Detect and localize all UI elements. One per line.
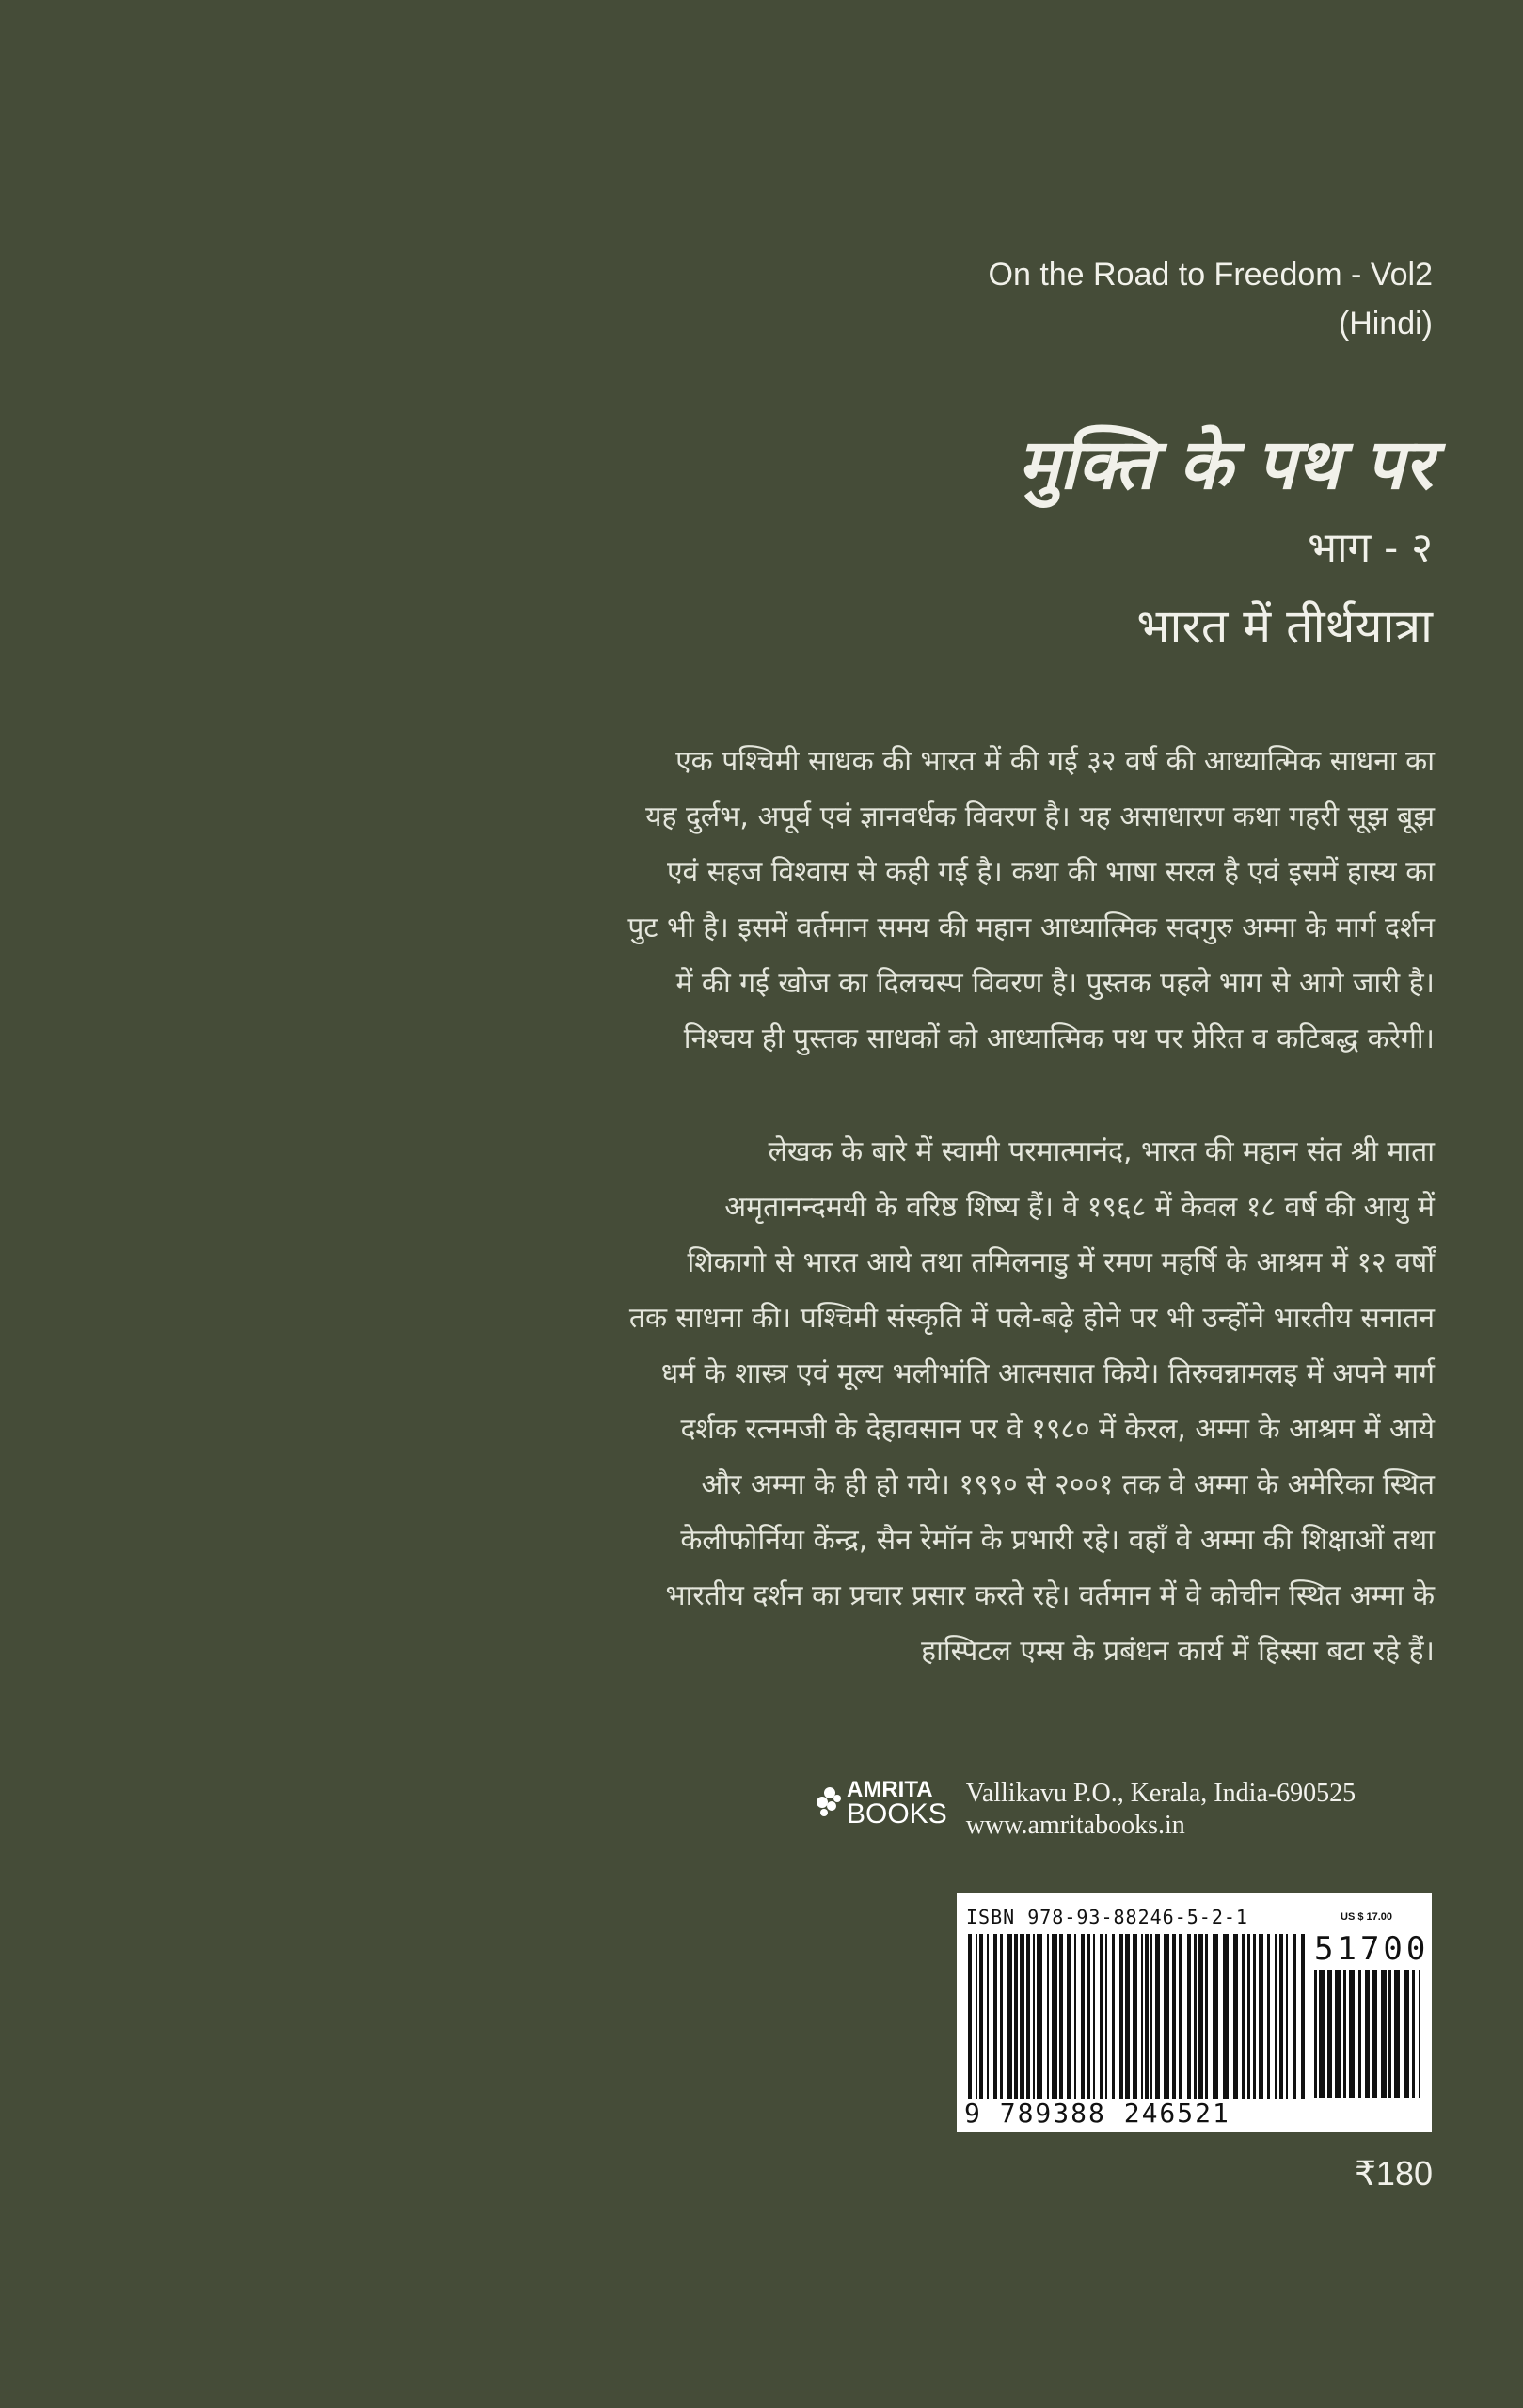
author-line: तक साधना की। पश्चिमी संस्कृति में पले-बढ़े होने पर भी उन्होंने भारतीय सनातन xyxy=(628,1302,1435,1335)
amrita-books-logo xyxy=(815,1777,947,1830)
barcode-stripe xyxy=(1365,1970,1370,2098)
price-barcode xyxy=(1314,1970,1427,2098)
barcode-stripe xyxy=(1172,1934,1176,2099)
barcode-stripe xyxy=(1253,1934,1256,2099)
barcode-stripe xyxy=(1125,1934,1130,2099)
barcode-stripe xyxy=(1119,1934,1123,2099)
barcode-stripe xyxy=(1155,1934,1160,2099)
barcode-stripe xyxy=(1081,1934,1085,2099)
barcode-stripe xyxy=(1100,1934,1103,2099)
lotus-icon xyxy=(815,1783,847,1821)
isbn-text: ISBN 978-93-88246-5-2-1 xyxy=(966,1906,1248,1928)
barcode-stripe xyxy=(1394,1970,1400,2098)
publisher-block xyxy=(815,1778,1356,1842)
publisher-address: Vallikavu P.O., Kerala, India-690525 xyxy=(965,1779,1356,1808)
blurb-line: पुट भी है। इसमें वर्तमान समय की महान आध्यात्मिक सदगुरु अम्मा के मार्ग दर्शन xyxy=(627,911,1435,944)
barcode-stripe xyxy=(993,1934,997,2099)
author-line: दर्शक रत्नमजी के देहावसान पर वे १९८० में केरल, अम्मा के आश्रम में आये xyxy=(680,1413,1435,1446)
logo-text-line2: BOOKS xyxy=(847,1798,947,1830)
barcode-stripe xyxy=(1358,1970,1361,2098)
hindi-part-number: भाग - २ xyxy=(1308,524,1433,572)
barcode-stripe xyxy=(1074,1934,1076,2099)
barcode-stripe xyxy=(1327,1970,1332,2098)
barcode-stripe xyxy=(1059,1934,1063,2099)
barcode-stripe xyxy=(968,1934,972,2099)
barcode-stripe xyxy=(1037,1934,1042,2099)
barcode-stripe xyxy=(1275,1934,1277,2099)
logo-text-line1: AMRITA xyxy=(847,1777,933,1802)
barcode-label xyxy=(957,1893,1432,2132)
barcode-stripe xyxy=(1112,1934,1115,2099)
barcode-stripe xyxy=(1133,1934,1137,2099)
barcode-stripe xyxy=(1087,1934,1090,2099)
hindi-title: मुक्ति के पथ पर xyxy=(1018,424,1433,505)
ean-barcode xyxy=(968,1934,1307,2099)
barcode-stripe xyxy=(1259,1934,1263,2099)
us-price: US $ 17.00 xyxy=(1341,1911,1393,1923)
mrp-price: ₹180 xyxy=(1355,2154,1433,2193)
barcode-stripe xyxy=(1223,1934,1229,2099)
barcode-stripe xyxy=(1205,1934,1208,2099)
barcode-stripe xyxy=(1093,1934,1095,2099)
blurb-paragraph-1 xyxy=(480,734,1435,1067)
barcode-stripe xyxy=(1145,1934,1149,2099)
barcode-stripe xyxy=(1067,1934,1071,2099)
author-line: भारतीय दर्शन का प्रचार प्रसार करते रहे। वर्तमान में वे कोचीन स्थित अम्मा के xyxy=(665,1579,1435,1612)
author-line: धर्म के शास्त्र एवं मूल्य भलीभांति आत्मसात किये। तिरुवन्नामलइ में अपने मार्ग xyxy=(660,1357,1435,1390)
barcode-stripe xyxy=(1319,1970,1325,2098)
barcode-stripe xyxy=(1179,1934,1182,2099)
blurb-line: में की गई खोज का दिलचस्प विवरण है। पुस्तक पहले भाग से आगे जारी है। xyxy=(675,967,1435,1000)
barcode-stripe xyxy=(1404,1970,1409,2098)
author-line: हास्पिटल एम्स के प्रबंधन कार्य में हिस्सा बटा रहे हैं। xyxy=(921,1635,1435,1668)
barcode-stripe xyxy=(1052,1934,1057,2099)
barcode-stripe xyxy=(1000,1934,1003,2099)
barcode-stripe xyxy=(1301,1934,1305,2099)
publisher-website: www.amritabooks.in xyxy=(965,1811,1185,1840)
barcode-stripe xyxy=(1141,1934,1143,2099)
barcode-stripe xyxy=(1047,1934,1049,2099)
barcode-stripe xyxy=(1335,1970,1341,2098)
barcode-stripe xyxy=(1105,1934,1107,2099)
barcode-stripe xyxy=(1026,1934,1030,2099)
barcode-stripe xyxy=(1279,1934,1283,2099)
barcode-stripe xyxy=(1233,1934,1238,2099)
barcode-stripe xyxy=(1014,1934,1018,2099)
barcode-stripe xyxy=(1187,1934,1191,2099)
barcode-stripe xyxy=(979,1934,983,2099)
hindi-subtitle: भारत में तीर्थयात्रा xyxy=(1136,599,1433,654)
english-title-block xyxy=(989,250,1433,348)
author-line: लेखक के बारे में स्वामी परमात्मानंद, भारत की महान संत श्री माता xyxy=(768,1135,1435,1168)
barcode-stripe xyxy=(1314,1970,1317,2098)
barcode-stripe xyxy=(1349,1970,1355,2098)
barcode-stripe xyxy=(1242,1934,1245,2099)
english-title: On the Road to Freedom - Vol2 xyxy=(988,257,1433,293)
barcode-stripe xyxy=(1033,1934,1035,2099)
blurb-line: निश्चय ही पुस्तक साधकों को आध्यात्मिक पथ पर प्रेरित व कटिबद्ध करेगी। xyxy=(683,1022,1435,1055)
barcode-stripe xyxy=(1247,1934,1250,2099)
author-line: और अम्मा के ही हो गये। १९९० से २००१ तक वे अम्मा के अमेरिका स्थित xyxy=(701,1468,1435,1501)
barcode-stripe xyxy=(1213,1934,1218,2099)
barcode-stripe xyxy=(1164,1934,1169,2099)
author-paragraph xyxy=(480,1124,1435,1679)
author-line: शिकागो से भारत आये तथा तमिलनाडु में रमण महर्षि के आश्रम में १२ वर्षों xyxy=(687,1246,1435,1279)
price-code: 51700 xyxy=(1314,1930,1430,1968)
english-language-note: (Hindi) xyxy=(1338,306,1433,341)
barcode-stripe xyxy=(1419,1970,1420,2098)
blurb-line: यह दुर्लभ, अपूर्व एवं ज्ञानवर्धक विवरण है। यह असाधारण कथा गहरी सूझ बूझ xyxy=(645,800,1435,833)
author-line: केलीफोर्निया केंन्द्र, सैन रेमॉन के प्रभारी रहे। वहाँ वे अम्मा की शिक्षाओं तथा xyxy=(680,1524,1435,1557)
blurb-line: एक पश्चिमी साधक की भारत में की गई ३२ वर्ष की आध्यात्मिक साधना का xyxy=(675,745,1435,778)
barcode-stripe xyxy=(1007,1934,1012,2099)
barcode-stripe xyxy=(1381,1970,1387,2098)
barcode-stripe xyxy=(1412,1970,1415,2098)
barcode-stripe xyxy=(1293,1934,1296,2099)
barcode-stripe xyxy=(976,1934,977,2099)
barcode-stripe xyxy=(1020,1934,1024,2099)
barcode-stripe xyxy=(1150,1934,1152,2099)
barcode-stripe xyxy=(987,1934,989,2099)
blurb-line: एवं सहज विश्वास से कही गई है। कथा की भाषा सरल है एवं इसमें हास्य का xyxy=(666,856,1435,889)
barcode-stripe xyxy=(1198,1934,1203,2099)
barcode-stripe xyxy=(1372,1970,1377,2098)
ean-digits: 9 789388 246521 xyxy=(964,2098,1230,2129)
barcode-stripe xyxy=(1194,1934,1197,2099)
barcode-stripe xyxy=(1343,1970,1346,2098)
barcode-stripe xyxy=(1267,1934,1270,2099)
barcode-stripe xyxy=(1286,1934,1288,2099)
author-line: अमृतानन्दमयी के वरिष्ठ शिष्य हैं। वे १९६८ में केवल १८ वर्ष की आयु में xyxy=(724,1191,1435,1224)
barcode-stripe xyxy=(1388,1970,1391,2098)
